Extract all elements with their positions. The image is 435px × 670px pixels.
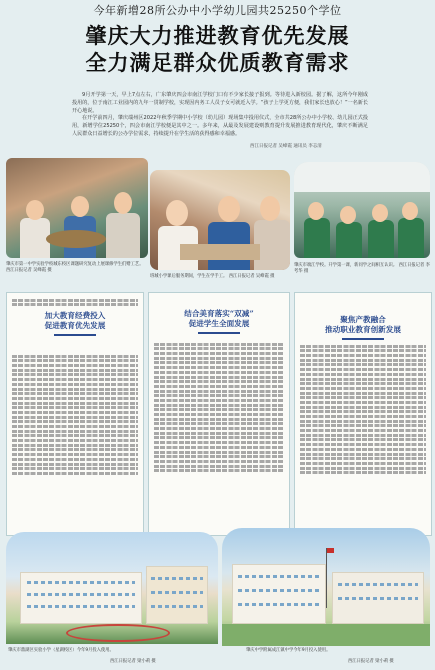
intro-credit: 西江日报记者 吴峰霞 通讯员 李志清 xyxy=(250,144,322,149)
photo-students-craft xyxy=(6,158,148,258)
column-1-heading-line-1: 加大教育经费投入 xyxy=(44,311,106,320)
school-building xyxy=(232,564,326,624)
column-3-heading-underline xyxy=(342,338,384,340)
column-2-heading-underline xyxy=(198,332,240,334)
photo-2-credit: 西江日报记者 吴峰霞 摄 xyxy=(228,274,275,279)
school-building xyxy=(20,572,142,624)
column-2-heading-line-2: 促进学生全面发展 xyxy=(188,319,250,328)
column-3-body xyxy=(300,343,426,531)
column-2-heading-line-1: 结合美育落实“双减” xyxy=(184,309,254,318)
photo-3-caption-text: 肇庆市端江学校。开学第一课，新同学之间相互认识。 xyxy=(294,263,398,268)
kicker-headline: 今年新增28所公办中小学幼儿园共25250个学位 xyxy=(93,4,342,17)
photo-1-credit: 西江日报记者 吴峰霞 摄 xyxy=(6,268,52,273)
photo-2-caption xyxy=(150,274,290,280)
photo-1-caption xyxy=(6,262,148,274)
photo-5-credit: 西江日报记者 梁小莉 摄 xyxy=(348,659,394,664)
intro-paragraph-1: 9月开学第一天，早上7点左右，广东肇庆四会市南江学校门口有不少家长接子报到。等待进入新校园。据了解，这所今年刚成投用的，位于南江工业园内的九年一贯制学校，实现因内务工人员子女可就近入学。“孩子上学更方便，我们家长也放心！”一名新长开心地说。 xyxy=(72,92,368,114)
photo-4-caption: 肇庆市鼎湖区实验小学（星湖校区）今年9月投入使用。 xyxy=(8,648,114,653)
column-1-heading-line-2: 促进教育优先发展 xyxy=(44,321,106,330)
column-2-heading xyxy=(149,309,289,334)
intro-paragraph-2: 在开学前四月，肇庆端州区2022年秋季学期中小学校（幼儿园）现场集中投用仪式，全市共28所公办中小学校、幼儿园正式投用，新增学位25250个，四会市南江学校便是其中之一。多年来，从最及发展建设则教育提升发展推进教育现代化，肇庆不断满足人民群众日益增长的公办学位需求，持续提升在学生活的获得感和幸福感。 xyxy=(72,115,368,137)
photo-4-credit: 西江日报记者 梁小莉 摄 xyxy=(110,659,156,664)
photo-school-building-jiangzhen xyxy=(222,528,430,646)
photo-2-caption-text: 班城小学课后服务期间，学生在学手工。 xyxy=(150,274,228,279)
article-column-1 xyxy=(6,292,144,536)
column-3-heading-line-2: 推动职业教育创新发展 xyxy=(325,325,401,334)
column-1-heading xyxy=(7,311,143,336)
column-3-heading xyxy=(295,315,431,340)
article-column-3 xyxy=(294,292,432,536)
article-column-2 xyxy=(148,292,290,536)
photo-3-credit: 西江日报记者 李考华 摄 xyxy=(294,263,430,274)
photo-1-caption-text: 肇庆市第一中学实验学校城东校区课题研究复动上展课修学生们赠工艺。 xyxy=(6,262,144,267)
photo-3-caption xyxy=(294,263,432,275)
main-title-line-1: 肇庆大力推进教育优先发展 xyxy=(85,23,350,48)
photo-5-caption: 肇庆中学附属成江镇中学今年9月投入使用。 xyxy=(246,648,331,653)
column-3-heading-line-1: 聚焦产教融合 xyxy=(340,315,386,324)
main-title-line-2: 全力满足群众优质教育需求 xyxy=(85,50,350,75)
column-1-top-text xyxy=(12,297,138,309)
photo-handcraft-class xyxy=(150,170,290,270)
photo-classroom-first-day xyxy=(294,162,430,258)
column-2-body xyxy=(154,341,284,531)
column-1-heading-underline xyxy=(54,334,96,336)
intro-text xyxy=(72,92,368,139)
photo-school-building-dinghu xyxy=(6,532,218,644)
column-1-body xyxy=(12,353,138,531)
